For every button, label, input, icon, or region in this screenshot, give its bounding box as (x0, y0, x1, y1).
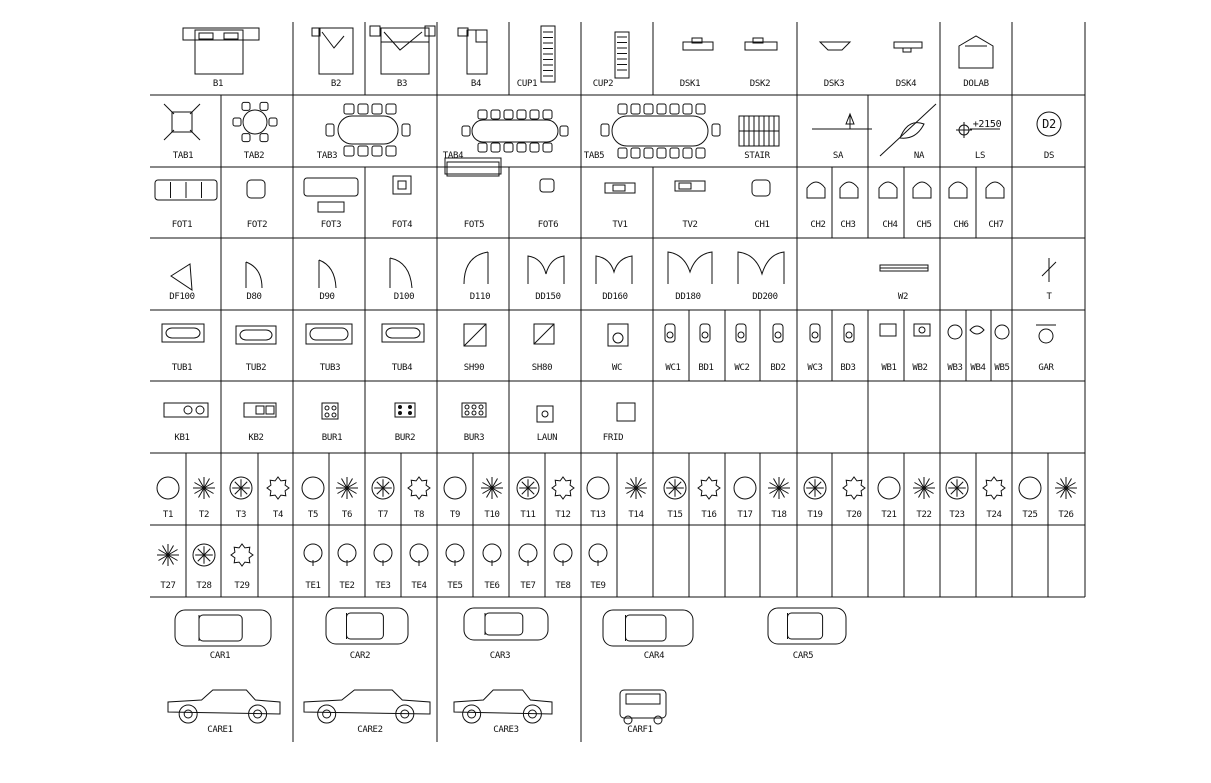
symbol-label-t6: T6 (341, 510, 353, 520)
symbol-label-t11: T11 (520, 510, 536, 520)
symbol-label-te4: TE4 (411, 581, 427, 591)
tree-t16-symbol (698, 477, 720, 499)
bed-b2-symbol (312, 28, 353, 74)
chair-ch1-symbol (752, 180, 770, 196)
symbol-label-ch1: CH1 (754, 220, 770, 230)
symbol-label-t10: T10 (484, 510, 500, 520)
washbasin-wb2-symbol (914, 324, 930, 336)
symbol-label-tub3: TUB3 (319, 363, 341, 373)
symbol-label-ch4: CH4 (882, 220, 898, 230)
tree-elevation-te9-symbol (589, 544, 607, 566)
bed-b4-symbol (458, 28, 487, 74)
symbol-label-t4: T4 (272, 510, 284, 520)
car-elevation-1-symbol (168, 690, 280, 723)
symbol-label-car5: CAR5 (792, 651, 814, 661)
symbol-label-gar: GAR (1038, 363, 1054, 373)
tree-t20-symbol (843, 477, 865, 499)
symbol-label-t5: T5 (307, 510, 319, 520)
tree-t-symbol (1042, 258, 1056, 282)
sofa-fot3-symbol (304, 178, 358, 212)
symbol-label-ch2: CH2 (810, 220, 826, 230)
symbol-label-tv2: TV2 (682, 220, 698, 230)
desk-dsk1-symbol (683, 38, 713, 50)
car-plan-1-symbol (175, 610, 271, 646)
symbol-label-bur3: BUR3 (463, 433, 485, 443)
tree-t17-symbol (734, 477, 756, 499)
symbol-label-te1: TE1 (305, 581, 321, 591)
bed-b1-symbol (183, 28, 259, 74)
symbol-label-sa: SA (832, 151, 844, 161)
symbol-label-b2: B2 (330, 79, 342, 89)
symbol-label-tv1: TV1 (612, 220, 628, 230)
symbol-label-dsk3: DSK3 (823, 79, 845, 89)
chair-ch7-symbol (986, 182, 1004, 198)
sofa-fot1-symbol (155, 180, 217, 200)
burner-bur3-symbol (462, 403, 486, 417)
symbol-label-te5: TE5 (447, 581, 463, 591)
ds-text: D2 (1042, 117, 1056, 131)
symbol-label-fot2: FOT2 (246, 220, 268, 230)
table-tab2-symbol (233, 102, 277, 141)
symbol-label-t19: T19 (807, 510, 823, 520)
tree-t21-symbol (878, 477, 900, 499)
tree-t8-symbol (408, 477, 430, 499)
symbol-label-na: NA (913, 151, 925, 161)
laundry-laun-symbol (537, 406, 553, 422)
tree-t6-symbol (336, 477, 358, 499)
tree-t4-symbol (267, 477, 289, 499)
tree-t27-symbol (157, 544, 179, 566)
door-dd200-symbol (738, 252, 784, 284)
chair-ch5-symbol (913, 182, 931, 198)
door-d90-symbol (319, 260, 336, 288)
window-w2-symbol (880, 265, 928, 271)
bathtub-tub3-symbol (306, 324, 352, 344)
car-plan-2-symbol (326, 608, 408, 644)
car-plan-3-symbol (464, 608, 548, 640)
level-text: +2150 (972, 119, 1002, 130)
chair-ch2-symbol (807, 182, 825, 198)
tree-t18-symbol (768, 477, 790, 499)
fixture-bd2-symbol (773, 324, 783, 342)
door-dd160-symbol (596, 256, 632, 284)
symbol-label-t: T (1046, 292, 1052, 302)
symbol-label-t3: T3 (235, 510, 247, 520)
symbol-label-te2: TE2 (339, 581, 355, 591)
symbol-label-dd150: DD150 (535, 292, 561, 302)
symbol-label-te7: TE7 (520, 581, 536, 591)
kitchen-kb2-symbol (244, 403, 276, 417)
table-tab3-symbol (326, 104, 410, 156)
tree-elevation-te3-symbol (374, 544, 392, 566)
symbol-label-dsk4: DSK4 (895, 79, 917, 89)
symbol-label-tab4: TAB4 (442, 151, 464, 161)
bathtub-tub1-symbol (162, 324, 204, 342)
tree-t12-symbol (552, 477, 574, 499)
chair-fot6-symbol (540, 179, 554, 192)
tree-t2-symbol (193, 477, 215, 499)
tree-t14-symbol (625, 477, 647, 499)
cupboard-cup2-symbol (615, 32, 629, 78)
desk-dsk2-symbol (745, 38, 777, 50)
tree-t7-symbol (372, 477, 394, 499)
symbol-label-ds: DS (1043, 151, 1055, 161)
symbol-label-tub4: TUB4 (391, 363, 413, 373)
door-d100-symbol (390, 258, 412, 288)
chair-ch6-symbol (949, 182, 967, 198)
fixture-wc3-symbol (810, 324, 820, 342)
symbol-label-t16: T16 (701, 510, 717, 520)
symbol-label-tub1: TUB1 (171, 363, 193, 373)
symbol-label-tab5: TAB5 (583, 151, 605, 161)
symbol-label-bd2: BD2 (770, 363, 786, 373)
washbasin-wb4-symbol (970, 326, 984, 334)
cupboard-cup1-symbol (541, 26, 555, 82)
symbol-label-ch5: CH5 (916, 220, 932, 230)
symbol-label-df100: DF100 (169, 292, 195, 302)
symbol-label-bur1: BUR1 (321, 433, 343, 443)
door-d110-symbol (464, 252, 488, 284)
tree-elevation-te4-symbol (410, 544, 428, 566)
symbol-label-fot4: FOT4 (391, 220, 413, 230)
tree-t19-symbol (804, 477, 826, 499)
tree-t28-symbol (193, 544, 215, 566)
symbol-label-cup2: CUP2 (592, 79, 614, 89)
tree-t3-symbol (230, 477, 252, 499)
symbol-label-d80: D80 (246, 292, 262, 302)
chair-ch4-symbol (879, 182, 897, 198)
symbol-label-t14: T14 (628, 510, 644, 520)
symbol-label-t2: T2 (198, 510, 210, 520)
symbol-label-wc2: WC2 (734, 363, 750, 373)
table-tab5-symbol (601, 104, 720, 158)
symbol-label-t7: T7 (377, 510, 389, 520)
symbol-label-care2: CARE2 (357, 725, 383, 735)
fridge-frid-symbol (617, 403, 635, 421)
bathtub-tub4-symbol (382, 324, 424, 342)
symbol-label-wb3: WB3 (947, 363, 963, 373)
car-elevation-3-symbol (454, 690, 552, 723)
armchair-fot2-symbol (247, 180, 265, 198)
car-plan-4-symbol (603, 610, 693, 646)
tree-elevation-te2-symbol (338, 544, 356, 566)
symbol-label-t12: T12 (555, 510, 571, 520)
symbol-label-te3: TE3 (375, 581, 391, 591)
tree-elevation-te5-symbol (446, 544, 464, 566)
section-na-symbol (880, 104, 936, 156)
tree-t25-symbol (1019, 477, 1041, 499)
door-df100-symbol (171, 264, 192, 290)
symbol-label-t26: T26 (1058, 510, 1074, 520)
symbol-label-wc3: WC3 (807, 363, 823, 373)
symbol-label-b3: B3 (396, 79, 408, 89)
wc-symbol (608, 324, 628, 346)
armchair-fot4-symbol (393, 176, 411, 194)
symbol-label-stair: STAIR (744, 151, 770, 161)
symbol-label-kb1: KB1 (174, 433, 190, 443)
symbol-label-ch7: CH7 (988, 220, 1004, 230)
symbol-label-care1: CARE1 (207, 725, 233, 735)
washbasin-wb1-symbol (880, 324, 896, 336)
tv-tv1-symbol (605, 183, 635, 193)
symbol-label-t15: T15 (667, 510, 683, 520)
symbol-label-fot3: FOT3 (320, 220, 342, 230)
symbol-label-t18: T18 (771, 510, 787, 520)
symbol-label-wc1: WC1 (665, 363, 681, 373)
symbol-label-wc: WC (611, 363, 623, 373)
symbol-label-laun: LAUN (536, 433, 558, 443)
symbol-label-dsk2: DSK2 (749, 79, 771, 89)
symbol-label-dd160: DD160 (602, 292, 628, 302)
symbol-label-dsk1: DSK1 (679, 79, 701, 89)
garage-gar-symbol (1036, 325, 1056, 343)
tree-t15-symbol (664, 477, 686, 499)
fixture-wc1-symbol (665, 324, 675, 342)
symbol-label-fot5: FOT5 (463, 220, 485, 230)
burner-bur2-symbol (395, 403, 415, 417)
symbol-label-fot6: FOT6 (537, 220, 559, 230)
symbol-label-d100: D100 (393, 292, 415, 302)
symbol-label-car2: CAR2 (349, 651, 371, 661)
dolab-symbol (959, 36, 993, 68)
symbol-label-wb2: WB2 (912, 363, 928, 373)
symbol-label-b4: B4 (470, 79, 482, 89)
symbol-label-tab2: TAB2 (243, 151, 265, 161)
tree-t24-symbol (983, 477, 1005, 499)
symbol-label-bur2: BUR2 (394, 433, 416, 443)
symbol-label-t25: T25 (1022, 510, 1038, 520)
symbol-label-t23: T23 (949, 510, 965, 520)
door-d80-symbol (246, 262, 262, 288)
symbol-label-kb2: KB2 (248, 433, 264, 443)
symbol-label-t13: T13 (590, 510, 606, 520)
tree-t9-symbol (444, 477, 466, 499)
chair-ch3-symbol (840, 182, 858, 198)
symbol-label-sh90: SH90 (463, 363, 485, 373)
fixture-bd3-symbol (844, 324, 854, 342)
tree-t11-symbol (517, 477, 539, 499)
bed-b3-symbol (370, 26, 435, 74)
symbol-label-wb1: WB1 (881, 363, 897, 373)
symbol-label-t9: T9 (449, 510, 461, 520)
symbol-label-ch3: CH3 (840, 220, 856, 230)
symbol-label-te6: TE6 (484, 581, 500, 591)
symbol-label-t1: T1 (162, 510, 174, 520)
symbol-label-frid: FRID (602, 433, 624, 443)
bathtub-tub2-symbol (236, 326, 276, 344)
symbol-label-dolab: DOLAB (963, 79, 989, 89)
symbol-label-ch6: CH6 (953, 220, 969, 230)
symbol-label-car4: CAR4 (643, 651, 665, 661)
tree-t1-symbol (157, 477, 179, 499)
tv-tv2-symbol (675, 181, 705, 191)
symbol-label-wb4: WB4 (970, 363, 986, 373)
burner-bur1-symbol (322, 403, 338, 419)
symbol-label-carf1: CARF1 (627, 725, 653, 735)
symbol-label-car3: CAR3 (489, 651, 511, 661)
symbol-label-bd1: BD1 (698, 363, 714, 373)
stair-symbol (739, 116, 779, 146)
symbol-label-t24: T24 (986, 510, 1002, 520)
symbol-label-w2: W2 (897, 292, 909, 302)
symbol-label-t29: T29 (234, 581, 250, 591)
symbol-label-wb5: WB5 (994, 363, 1010, 373)
shower-sh90-symbol (464, 324, 486, 346)
car-elevation-4-symbol (620, 690, 666, 724)
table-tab1-symbol (164, 104, 200, 140)
symbol-label-tab3: TAB3 (316, 151, 338, 161)
tree-t26-symbol (1055, 477, 1077, 499)
tree-elevation-te6-symbol (483, 544, 501, 566)
fixture-wc2-symbol (736, 324, 746, 342)
symbol-label-b1: B1 (212, 79, 224, 89)
tree-t22-symbol (913, 477, 935, 499)
symbol-label-cup1: CUP1 (516, 79, 538, 89)
symbol-label-t27: T27 (160, 581, 176, 591)
symbol-label-te9: TE9 (590, 581, 606, 591)
symbol-label-dd200: DD200 (752, 292, 778, 302)
fixture-bd1-symbol (700, 324, 710, 342)
shower-sh80-symbol (534, 324, 554, 344)
symbol-label-d90: D90 (319, 292, 335, 302)
symbol-label-care3: CARE3 (493, 725, 519, 735)
symbol-label-t28: T28 (196, 581, 212, 591)
tree-t10-symbol (481, 477, 503, 499)
tree-t5-symbol (302, 477, 324, 499)
symbol-label-dd180: DD180 (675, 292, 701, 302)
tree-elevation-te7-symbol (519, 544, 537, 566)
symbol-label-t8: T8 (413, 510, 425, 520)
table-tab4-symbol (442, 110, 568, 174)
washbasin-wb5-symbol (995, 325, 1009, 339)
desk-dsk4-symbol (894, 42, 922, 52)
symbol-label-sh80: SH80 (531, 363, 553, 373)
tree-t23-symbol (946, 477, 968, 499)
tree-t29-symbol (231, 544, 253, 566)
symbol-label-te8: TE8 (555, 581, 571, 591)
desk-dsk3-symbol (820, 42, 850, 50)
symbol-label-bd3: BD3 (840, 363, 856, 373)
door-dd180-symbol (668, 252, 712, 284)
symbol-label-car1: CAR1 (209, 651, 231, 661)
car-elevation-2-symbol (304, 690, 430, 723)
symbol-label-t20: T20 (846, 510, 862, 520)
tree-elevation-te1-symbol (304, 544, 322, 566)
tree-t13-symbol (587, 477, 609, 499)
symbol-label-tub2: TUB2 (245, 363, 267, 373)
car-plan-5-symbol (768, 608, 846, 644)
section-sa-symbol (812, 114, 872, 129)
tree-elevation-te8-symbol (554, 544, 572, 566)
symbol-label-ls: LS (974, 151, 986, 161)
symbol-label-d110: D110 (469, 292, 491, 302)
symbol-label-t21: T21 (881, 510, 897, 520)
kitchen-kb1-symbol (164, 403, 208, 417)
symbol-label-tab1: TAB1 (172, 151, 194, 161)
symbol-label-t17: T17 (737, 510, 753, 520)
washbasin-wb3-symbol (948, 325, 962, 339)
symbol-label-fot1: FOT1 (171, 220, 193, 230)
symbol-label-t22: T22 (916, 510, 932, 520)
door-dd150-symbol (528, 256, 564, 284)
